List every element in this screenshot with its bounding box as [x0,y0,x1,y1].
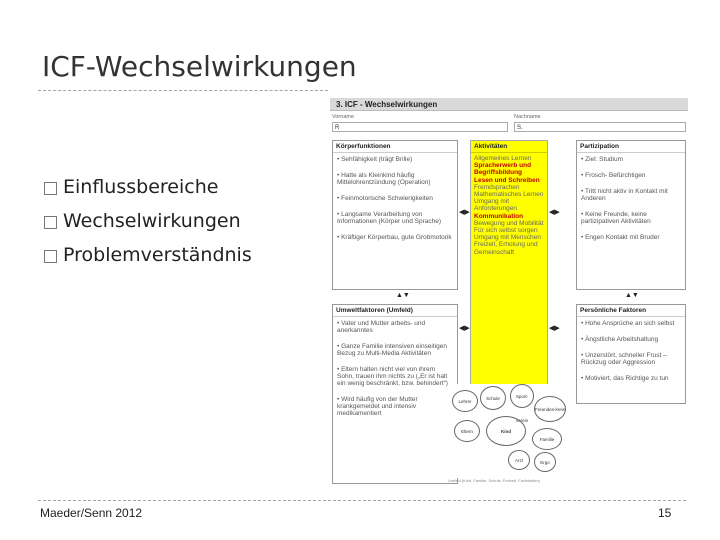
up-down-arrow-icon: ▲▼ [396,292,410,299]
koerper-title: Körperfunktionen [333,141,457,153]
umfeld-diagram [448,384,570,478]
left-right-arrow-icon: ◀▶ [549,325,560,332]
umwelt-item: • Eltern halten nicht viel von ihrem Sohn, trauen ihm nichts zu („Er ist halt ein wenig beschränkt, bzw. behindert“) [337,366,453,387]
footer-divider [38,500,686,501]
aktivitaeten-line: Anforderungen [474,205,518,213]
icf-document-image [330,98,688,486]
partizipation-item: • Keine Freunde, keine partizipativen Aktivitäten [581,211,681,225]
personal-item: • Unzerstört, schneller Frust – Rückzug oder Aggression [581,352,681,366]
aktivitaeten-line: Umgang mit [474,198,510,206]
vorname-field: R [332,122,508,132]
bullet-item [44,204,252,238]
partizipation-item: • Ziel: Studium [581,156,681,163]
name-row [330,114,688,134]
title-divider [38,90,328,91]
checkbox-bullet-icon [44,216,57,229]
nachname-label: Nachname [514,114,541,120]
bullet-label: Wechselwirkungen [63,210,241,232]
aktivitaeten-line: Kommunikation [474,212,524,220]
bullet-list [44,170,252,272]
umwelt-panel [332,304,458,484]
doc-header: 3. ICF - Wechselwirkungen [330,98,688,111]
aktivitaeten-line: Fremdsprachen [474,183,520,191]
checkbox-bullet-icon [44,182,57,195]
left-right-arrow-icon: ◀▶ [459,325,470,332]
aktivitaeten-title: Aktivitäten [471,141,547,153]
personal-title: Persönliche Faktoren [577,305,685,317]
diagram-node: Arzt [508,450,530,470]
partizipation-title: Partizipation [577,141,685,153]
diagram-node: Sport-verein [510,384,534,408]
umwelt-title: Umweltfaktoren (Umfeld) [333,305,457,317]
bullet-item [44,170,252,204]
aktivitaeten-line: Mathematisches Lernen [474,191,544,199]
footer-author: Maeder/Senn 2012 [40,506,143,520]
personal-item: • Motiviert, das Richtige zu tun [581,375,681,382]
koerper-item: • Kräftiger Körperbau, gute Grobmotorik [337,234,453,241]
koerper-item: • Sehfähigkeit (trägt Brille) [337,156,453,163]
aktivitaeten-line: Umgang mit Menschen [474,234,541,242]
umwelt-item: • Vater und Mutter arbeits- und anerkanntes [337,320,453,334]
diagram-center-node: Kind [486,416,526,446]
personal-item: • Hohe Ansprüche an sich selbst [581,320,681,327]
vorname-label: Vorname [332,114,355,120]
aktivitaeten-line: Für sich selbst sorgen [474,227,538,235]
koerper-item: • Langsame Verarbeitung von Informationen (Körper und Sprache) [337,211,453,225]
koerper-item: • Feinmotorische Schwierigkeiten [337,195,453,202]
diagram-node: Freundes-kreis [534,396,566,422]
umwelt-item: • Wird häufig von der Mutter krankgemeldet und intensiv medikamentiert [337,396,453,417]
diagram-node: Ergo [534,452,556,472]
partizipation-panel [576,140,686,290]
aktivitaeten-lines [471,153,547,258]
bullet-item [44,238,252,272]
diagram-node: Schule [480,386,506,410]
nachname-field: S. [514,122,686,132]
aktivitaeten-line: Bewegung und Mobilität [474,219,544,227]
diagram-node: Lehrer [452,390,478,412]
aktivitaeten-line: Allgemeines Lernen [474,155,532,162]
page-number: 15 [658,506,672,520]
up-down-arrow-icon: ▲▼ [625,292,639,299]
aktivitaeten-panel [470,140,548,394]
koerper-item: • Hatte als Kleinkind häufig Mittelohrentzündung (Operation) [337,172,453,186]
partizipation-item: • Frosch- Befürchtigen [581,172,681,179]
koerper-panel [332,140,458,290]
aktivitaeten-line: Spracherwerb und [474,162,532,170]
bullet-label: Problemverständnis [63,244,252,266]
aktivitaeten-line: Gemeinschaft [474,248,515,256]
personal-item: • Ängstliche Arbeitshaltung [581,336,681,343]
partizipation-item: • Tritt nicht aktiv in Kontakt mit Anderen [581,188,681,202]
left-right-arrow-icon: ◀▶ [459,209,470,216]
left-right-arrow-icon: ◀▶ [549,209,560,216]
checkbox-bullet-icon [44,250,57,263]
aktivitaeten-line: Freizeit, Erholung und [474,241,538,249]
page-title: ICF-Wechselwirkungen [42,50,357,83]
umwelt-item: • Ganze Familie intensiven einseitigen Bezug zu Multi-Media Aktivitäten [337,343,453,357]
bullet-label: Einflussbereiche [63,176,219,198]
diagram-node: Eltern [454,420,480,442]
partizipation-item: • Engen Kontakt mit Bruder [581,234,681,241]
diagram-caption: Umfeld (Kind, Familie, Schule, Freizeit, Fachstellen) [448,478,541,483]
aktivitaeten-line: Lesen und Schreiben [474,176,540,184]
aktivitaeten-line: Begriffsbildung [474,169,523,177]
diagram-node: Familie [532,428,562,450]
personal-panel [576,304,686,404]
